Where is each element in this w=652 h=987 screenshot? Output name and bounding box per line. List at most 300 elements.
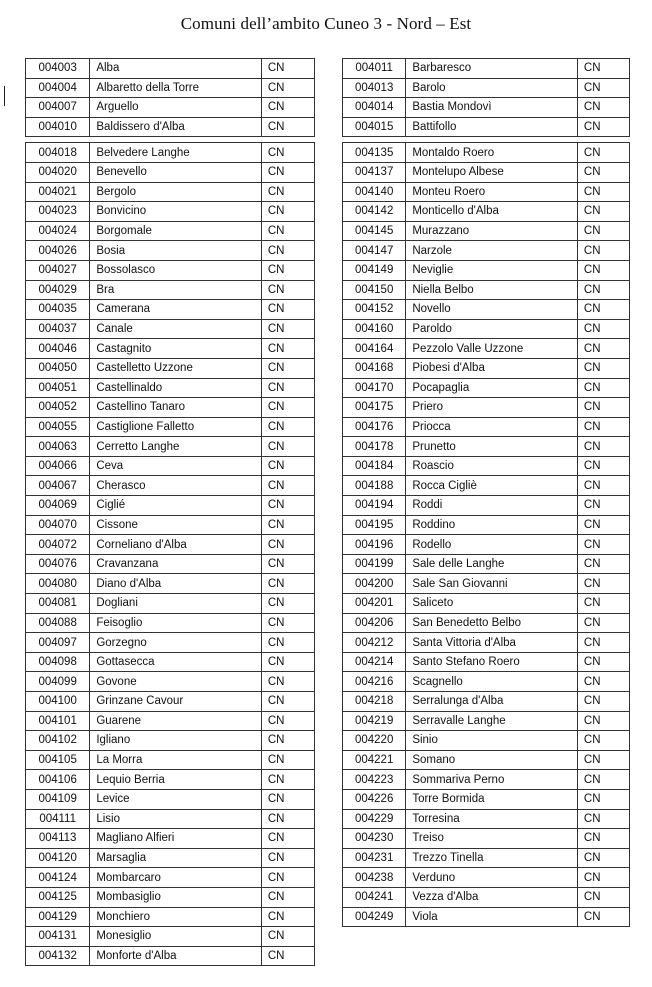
- municipality-name-cell: Marsaglia: [90, 848, 262, 868]
- province-cell: CN: [577, 476, 629, 496]
- municipality-name-cell: Roascio: [406, 456, 578, 476]
- table-row: [343, 652, 630, 672]
- municipality-name-cell: Albaretto della Torre: [90, 78, 262, 98]
- province-cell: CN: [577, 554, 629, 574]
- table-row: [26, 770, 315, 790]
- table-row: [343, 711, 630, 731]
- table-row: [343, 162, 630, 182]
- province-cell: CN: [261, 117, 314, 137]
- table-row: [26, 260, 315, 280]
- province-cell: CN: [261, 594, 314, 614]
- province-cell: CN: [577, 162, 629, 182]
- istat-code-cell: 004018: [26, 143, 90, 163]
- municipality-name-cell: Battifollo: [406, 117, 578, 137]
- municipality-name-cell: Cherasco: [90, 476, 262, 496]
- istat-code-cell: 004241: [343, 887, 406, 907]
- municipality-name-cell: Torre Bormida: [406, 789, 578, 809]
- table-row: [26, 946, 315, 966]
- municipality-name-cell: Levice: [90, 789, 262, 809]
- table-row: [26, 789, 315, 809]
- table-row: [26, 927, 315, 947]
- istat-code-cell: 004201: [343, 594, 406, 614]
- istat-code-cell: 004106: [26, 770, 90, 790]
- istat-code-cell: 004027: [26, 260, 90, 280]
- table-row: [26, 143, 315, 163]
- municipality-name-cell: San Benedetto Belbo: [406, 613, 578, 633]
- table-row: [343, 221, 630, 241]
- province-cell: CN: [261, 496, 314, 516]
- municipality-name-cell: Monforte d'Alba: [90, 946, 262, 966]
- municipality-name-cell: Prunetto: [406, 437, 578, 457]
- istat-code-cell: 004072: [26, 535, 90, 555]
- istat-code-cell: 004184: [343, 456, 406, 476]
- table-row: [343, 143, 630, 163]
- province-cell: CN: [577, 535, 629, 555]
- municipality-name-cell: Ciglié: [90, 496, 262, 516]
- table-row: [26, 221, 315, 241]
- istat-code-cell: 004055: [26, 417, 90, 437]
- table-row: [343, 98, 630, 118]
- istat-code-cell: 004218: [343, 692, 406, 712]
- municipality-name-cell: Santo Stefano Roero: [406, 652, 578, 672]
- table-row: [26, 848, 315, 868]
- municipality-name-cell: Lequio Berria: [90, 770, 262, 790]
- province-cell: CN: [261, 378, 314, 398]
- istat-code-cell: 004140: [343, 182, 406, 202]
- province-cell: CN: [577, 456, 629, 476]
- istat-code-cell: 004175: [343, 398, 406, 418]
- table-row: [26, 652, 315, 672]
- istat-code-cell: 004212: [343, 633, 406, 653]
- municipality-name-cell: Baldissero d'Alba: [90, 117, 262, 137]
- municipality-name-cell: Sinio: [406, 731, 578, 751]
- table-row: [343, 613, 630, 633]
- istat-code-cell: 004135: [343, 143, 406, 163]
- table-row: [26, 692, 315, 712]
- municipality-name-cell: Grinzane Cavour: [90, 692, 262, 712]
- table-row: [343, 59, 630, 79]
- table-row: [26, 202, 315, 222]
- table-row: [343, 574, 630, 594]
- province-cell: CN: [261, 789, 314, 809]
- province-cell: CN: [577, 515, 629, 535]
- istat-code-cell: 004176: [343, 417, 406, 437]
- province-cell: CN: [261, 300, 314, 320]
- istat-code-cell: 004216: [343, 672, 406, 692]
- istat-code-cell: 004026: [26, 241, 90, 261]
- municipality-name-cell: Monticello d'Alba: [406, 202, 578, 222]
- istat-code-cell: 004223: [343, 770, 406, 790]
- province-cell: CN: [261, 711, 314, 731]
- province-cell: CN: [577, 358, 629, 378]
- istat-code-cell: 004021: [26, 182, 90, 202]
- istat-code-cell: 004081: [26, 594, 90, 614]
- province-cell: CN: [261, 59, 314, 79]
- municipality-name-cell: Canale: [90, 319, 262, 339]
- table-row: [26, 437, 315, 457]
- municipality-name-cell: Novello: [406, 300, 578, 320]
- province-cell: CN: [577, 750, 629, 770]
- province-cell: CN: [261, 731, 314, 751]
- municipality-name-cell: Magliano Alfieri: [90, 829, 262, 849]
- table-row: [343, 829, 630, 849]
- municipality-name-cell: Igliano: [90, 731, 262, 751]
- istat-code-cell: 004149: [343, 260, 406, 280]
- istat-code-cell: 004070: [26, 515, 90, 535]
- istat-code-cell: 004113: [26, 829, 90, 849]
- istat-code-cell: 004199: [343, 554, 406, 574]
- province-cell: CN: [577, 202, 629, 222]
- municipalities-table-right: [342, 58, 630, 927]
- province-cell: CN: [577, 378, 629, 398]
- province-cell: CN: [261, 868, 314, 888]
- istat-code-cell: 004188: [343, 476, 406, 496]
- table-row: [26, 613, 315, 633]
- municipality-name-cell: Arguello: [90, 98, 262, 118]
- municipality-name-cell: Bergolo: [90, 182, 262, 202]
- province-cell: CN: [577, 398, 629, 418]
- istat-code-cell: 004050: [26, 358, 90, 378]
- table-row: [343, 456, 630, 476]
- municipality-name-cell: Cravanzana: [90, 554, 262, 574]
- province-cell: CN: [261, 456, 314, 476]
- municipality-name-cell: Somano: [406, 750, 578, 770]
- istat-code-cell: 004076: [26, 554, 90, 574]
- municipality-name-cell: Feisoglio: [90, 613, 262, 633]
- province-cell: CN: [261, 848, 314, 868]
- istat-code-cell: 004195: [343, 515, 406, 535]
- municipality-name-cell: Gottasecca: [90, 652, 262, 672]
- municipality-name-cell: Roddi: [406, 496, 578, 516]
- table-row: [343, 692, 630, 712]
- istat-code-cell: 004194: [343, 496, 406, 516]
- municipality-name-cell: Mombarcaro: [90, 868, 262, 888]
- table-row: [343, 868, 630, 888]
- istat-code-cell: 004024: [26, 221, 90, 241]
- istat-code-cell: 004004: [26, 78, 90, 98]
- istat-code-cell: 004206: [343, 613, 406, 633]
- province-cell: CN: [577, 770, 629, 790]
- istat-code-cell: 004029: [26, 280, 90, 300]
- municipality-name-cell: Castagnito: [90, 339, 262, 359]
- istat-code-cell: 004101: [26, 711, 90, 731]
- table-row: [26, 496, 315, 516]
- table-row: [26, 887, 315, 907]
- istat-code-cell: 004014: [343, 98, 406, 118]
- istat-code-cell: 004099: [26, 672, 90, 692]
- municipality-name-cell: Lisio: [90, 809, 262, 829]
- province-cell: CN: [577, 98, 629, 118]
- table-row: [26, 378, 315, 398]
- province-cell: CN: [261, 437, 314, 457]
- municipality-name-cell: Priocca: [406, 417, 578, 437]
- municipality-name-cell: Sale delle Langhe: [406, 554, 578, 574]
- municipality-name-cell: Verduno: [406, 868, 578, 888]
- province-cell: CN: [261, 652, 314, 672]
- province-cell: CN: [577, 692, 629, 712]
- municipality-name-cell: Viola: [406, 907, 578, 927]
- istat-code-cell: 004220: [343, 731, 406, 751]
- province-cell: CN: [261, 143, 314, 163]
- istat-code-cell: 004066: [26, 456, 90, 476]
- province-cell: CN: [577, 848, 629, 868]
- province-cell: CN: [261, 809, 314, 829]
- istat-code-cell: 004102: [26, 731, 90, 751]
- table-row: [26, 476, 315, 496]
- province-cell: CN: [577, 652, 629, 672]
- istat-code-cell: 004035: [26, 300, 90, 320]
- municipality-name-cell: Mombasiglio: [90, 887, 262, 907]
- municipality-name-cell: Saliceto: [406, 594, 578, 614]
- municipality-name-cell: Treiso: [406, 829, 578, 849]
- province-cell: CN: [261, 78, 314, 98]
- istat-code-cell: 004013: [343, 78, 406, 98]
- istat-code-cell: 004170: [343, 378, 406, 398]
- province-cell: CN: [577, 241, 629, 261]
- table-row: [26, 398, 315, 418]
- municipality-name-cell: Monesiglio: [90, 927, 262, 947]
- istat-code-cell: 004100: [26, 692, 90, 712]
- province-cell: CN: [261, 554, 314, 574]
- istat-code-cell: 004124: [26, 868, 90, 888]
- table-row: [26, 535, 315, 555]
- table-row: [343, 437, 630, 457]
- province-cell: CN: [577, 789, 629, 809]
- table-row: [26, 868, 315, 888]
- province-cell: CN: [261, 750, 314, 770]
- municipality-name-cell: Murazzano: [406, 221, 578, 241]
- table-row: [343, 633, 630, 653]
- istat-code-cell: 004015: [343, 117, 406, 137]
- municipality-name-cell: Trezzo Tinella: [406, 848, 578, 868]
- municipality-name-cell: Govone: [90, 672, 262, 692]
- table-row: [343, 260, 630, 280]
- municipality-name-cell: Montaldo Roero: [406, 143, 578, 163]
- table-row: [26, 241, 315, 261]
- municipality-name-cell: Monchiero: [90, 907, 262, 927]
- municipality-name-cell: Serravalle Langhe: [406, 711, 578, 731]
- istat-code-cell: 004226: [343, 789, 406, 809]
- table-row: [26, 515, 315, 535]
- table-row: [343, 789, 630, 809]
- municipality-name-cell: Camerana: [90, 300, 262, 320]
- province-cell: CN: [577, 887, 629, 907]
- province-cell: CN: [577, 78, 629, 98]
- municipality-name-cell: Santa Vittoria d'Alba: [406, 633, 578, 653]
- istat-code-cell: 004023: [26, 202, 90, 222]
- table-row: [26, 594, 315, 614]
- table-row: [26, 554, 315, 574]
- province-cell: CN: [577, 907, 629, 927]
- table-row: [343, 182, 630, 202]
- province-cell: CN: [577, 339, 629, 359]
- table-row: [26, 162, 315, 182]
- table-row: [26, 117, 315, 137]
- municipality-name-cell: Castellino Tanaro: [90, 398, 262, 418]
- table-row: [343, 202, 630, 222]
- province-cell: CN: [261, 692, 314, 712]
- municipality-name-cell: Narzole: [406, 241, 578, 261]
- istat-code-cell: 004164: [343, 339, 406, 359]
- municipality-name-cell: Dogliani: [90, 594, 262, 614]
- province-cell: CN: [261, 613, 314, 633]
- table-row: [26, 300, 315, 320]
- table-row: [26, 98, 315, 118]
- municipality-name-cell: Pocapaglia: [406, 378, 578, 398]
- province-cell: CN: [261, 574, 314, 594]
- istat-code-cell: 004137: [343, 162, 406, 182]
- table-row: [26, 907, 315, 927]
- table-row: [343, 417, 630, 437]
- province-cell: CN: [577, 221, 629, 241]
- page-title: Comuni dell’ambito Cuneo 3 - Nord – Est: [180, 14, 472, 33]
- province-cell: CN: [577, 437, 629, 457]
- table-row: [343, 496, 630, 516]
- province-cell: CN: [261, 221, 314, 241]
- istat-code-cell: 004109: [26, 789, 90, 809]
- province-cell: CN: [261, 280, 314, 300]
- municipality-name-cell: Neviglie: [406, 260, 578, 280]
- table-row: [26, 731, 315, 751]
- table-row: [343, 339, 630, 359]
- istat-code-cell: 004067: [26, 476, 90, 496]
- istat-code-cell: 004219: [343, 711, 406, 731]
- municipality-name-cell: Guarene: [90, 711, 262, 731]
- istat-code-cell: 004052: [26, 398, 90, 418]
- province-cell: CN: [577, 260, 629, 280]
- table-row: [343, 887, 630, 907]
- province-cell: CN: [261, 633, 314, 653]
- table-row: [343, 378, 630, 398]
- istat-code-cell: 004125: [26, 887, 90, 907]
- province-cell: CN: [261, 417, 314, 437]
- table-row: [26, 456, 315, 476]
- municipality-name-cell: Ceva: [90, 456, 262, 476]
- province-cell: CN: [261, 260, 314, 280]
- istat-code-cell: 004150: [343, 280, 406, 300]
- province-cell: CN: [577, 633, 629, 653]
- province-cell: CN: [261, 907, 314, 927]
- municipality-name-cell: Barolo: [406, 78, 578, 98]
- municipality-name-cell: Cissone: [90, 515, 262, 535]
- province-cell: CN: [577, 280, 629, 300]
- table-row: [343, 907, 630, 927]
- istat-code-cell: 004238: [343, 868, 406, 888]
- municipality-name-cell: Priero: [406, 398, 578, 418]
- province-cell: CN: [261, 319, 314, 339]
- province-cell: CN: [261, 358, 314, 378]
- municipality-name-cell: Bossolasco: [90, 260, 262, 280]
- municipality-name-cell: Vezza d'Alba: [406, 887, 578, 907]
- istat-code-cell: 004196: [343, 535, 406, 555]
- istat-code-cell: 004097: [26, 633, 90, 653]
- province-cell: CN: [261, 672, 314, 692]
- table-row: [343, 731, 630, 751]
- province-cell: CN: [261, 770, 314, 790]
- municipality-name-cell: Castellinaldo: [90, 378, 262, 398]
- istat-code-cell: 004221: [343, 750, 406, 770]
- table-row: [343, 241, 630, 261]
- table-row: [26, 182, 315, 202]
- municipality-name-cell: Scagnello: [406, 672, 578, 692]
- table-row: [343, 750, 630, 770]
- table-row: [26, 809, 315, 829]
- margin-mark: [0, 86, 5, 106]
- istat-code-cell: 004088: [26, 613, 90, 633]
- istat-code-cell: 004037: [26, 319, 90, 339]
- table-row: [26, 417, 315, 437]
- table-row: [26, 829, 315, 849]
- province-cell: CN: [261, 398, 314, 418]
- province-cell: CN: [577, 613, 629, 633]
- istat-code-cell: 004010: [26, 117, 90, 137]
- istat-code-cell: 004046: [26, 339, 90, 359]
- table-row: [26, 750, 315, 770]
- table-row: [26, 78, 315, 98]
- municipality-name-cell: Alba: [90, 59, 262, 79]
- province-cell: CN: [577, 117, 629, 137]
- istat-code-cell: 004168: [343, 358, 406, 378]
- municipality-name-cell: Corneliano d'Alba: [90, 535, 262, 555]
- municipality-name-cell: Rocca Cigliè: [406, 476, 578, 496]
- table-row: [26, 672, 315, 692]
- province-cell: CN: [577, 496, 629, 516]
- istat-code-cell: 004080: [26, 574, 90, 594]
- table-row: [343, 535, 630, 555]
- province-cell: CN: [577, 319, 629, 339]
- municipality-name-cell: Monteu Roero: [406, 182, 578, 202]
- table-row: [26, 59, 315, 79]
- table-row: [343, 117, 630, 137]
- municipality-name-cell: Benevello: [90, 162, 262, 182]
- province-cell: CN: [577, 809, 629, 829]
- istat-code-cell: 004231: [343, 848, 406, 868]
- istat-code-cell: 004249: [343, 907, 406, 927]
- province-cell: CN: [261, 927, 314, 947]
- istat-code-cell: 004051: [26, 378, 90, 398]
- municipality-name-cell: Pezzolo Valle Uzzone: [406, 339, 578, 359]
- istat-code-cell: 004011: [343, 59, 406, 79]
- province-cell: CN: [261, 535, 314, 555]
- province-cell: CN: [577, 417, 629, 437]
- istat-code-cell: 004178: [343, 437, 406, 457]
- istat-code-cell: 004229: [343, 809, 406, 829]
- municipality-name-cell: Bosia: [90, 241, 262, 261]
- table-row: [26, 339, 315, 359]
- province-cell: CN: [261, 162, 314, 182]
- province-cell: CN: [577, 182, 629, 202]
- municipality-name-cell: Sommariva Perno: [406, 770, 578, 790]
- province-cell: CN: [577, 731, 629, 751]
- municipality-name-cell: Castelletto Uzzone: [90, 358, 262, 378]
- municipality-name-cell: Cerretto Langhe: [90, 437, 262, 457]
- table-row: [343, 319, 630, 339]
- province-cell: CN: [261, 887, 314, 907]
- municipality-name-cell: Borgomale: [90, 221, 262, 241]
- province-cell: CN: [261, 241, 314, 261]
- table-row: [343, 515, 630, 535]
- istat-code-cell: 004063: [26, 437, 90, 457]
- table-row: [343, 358, 630, 378]
- istat-code-cell: 004120: [26, 848, 90, 868]
- municipality-name-cell: Barbaresco: [406, 59, 578, 79]
- istat-code-cell: 004131: [26, 927, 90, 947]
- municipality-name-cell: Niella Belbo: [406, 280, 578, 300]
- istat-code-cell: 004098: [26, 652, 90, 672]
- table-row: [26, 280, 315, 300]
- province-cell: CN: [577, 672, 629, 692]
- province-cell: CN: [577, 59, 629, 79]
